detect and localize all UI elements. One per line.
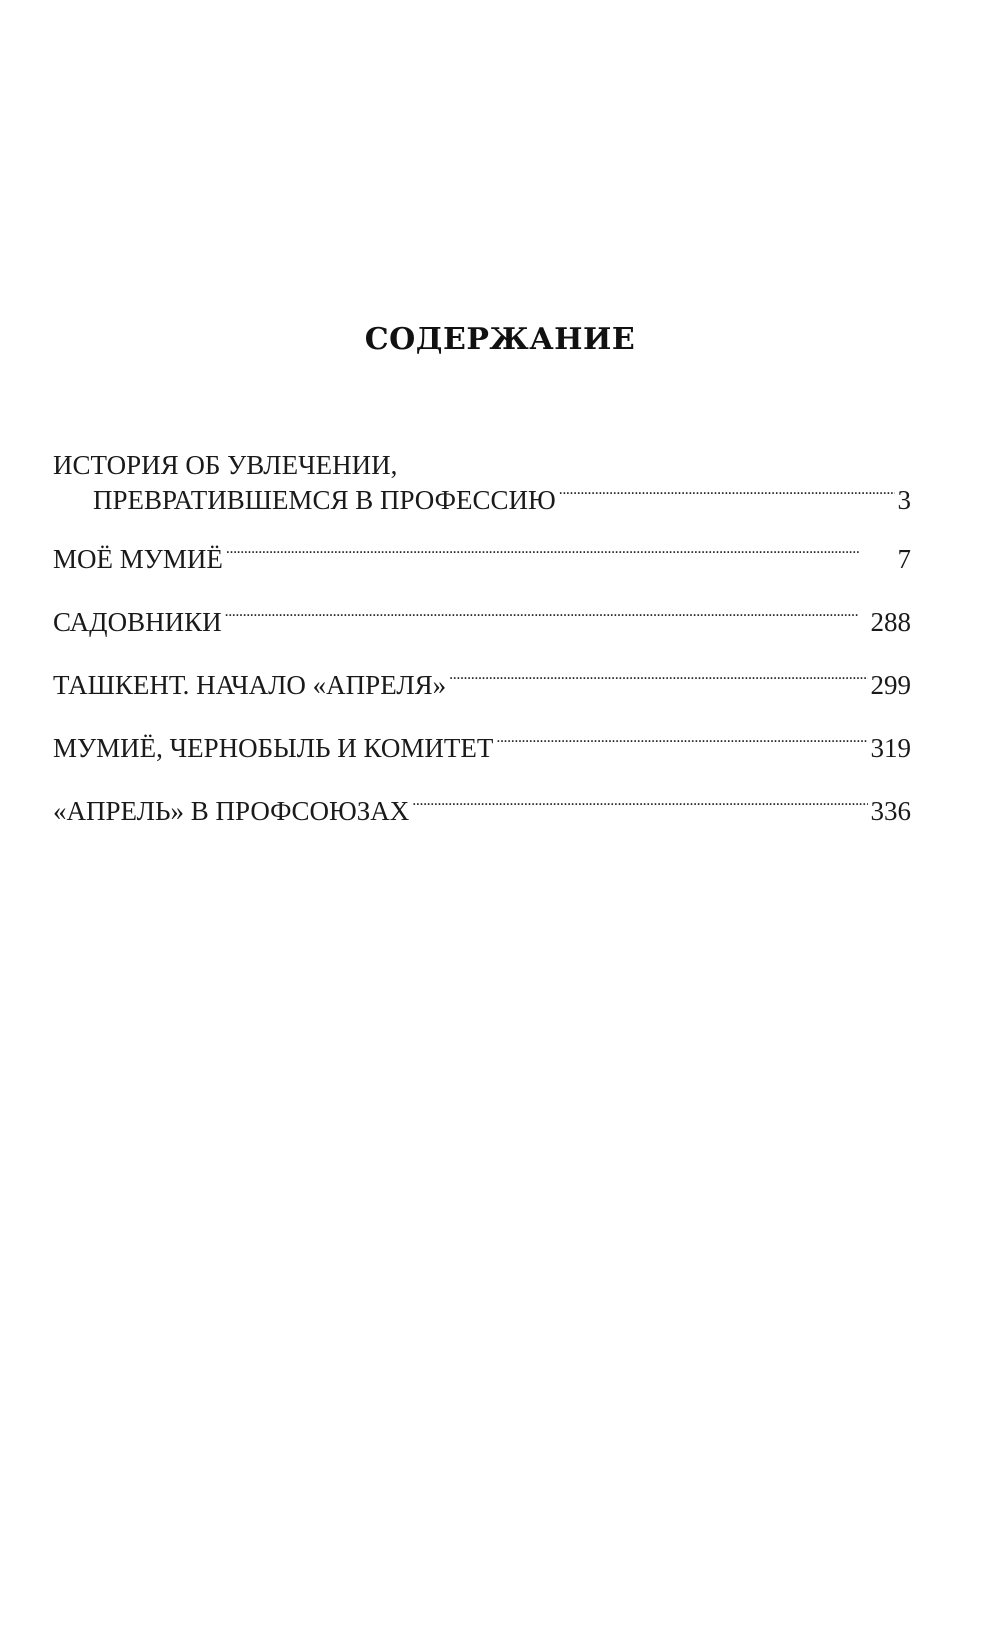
toc-entry-label: ПРЕВРАТИВШЕМСЯ В ПРОФЕССИЮ xyxy=(93,485,556,515)
toc-entry xyxy=(53,793,911,828)
dot-leader xyxy=(225,604,868,631)
dot-leader xyxy=(449,667,867,694)
toc-entry xyxy=(53,730,911,765)
toc-entry-page: 336 xyxy=(870,796,911,826)
dot-leader xyxy=(412,793,867,820)
toc-entry-label: ТАШКЕНТ. НАЧАЛО «АПРЕЛЯ» xyxy=(53,670,447,700)
toc-entry-label: «АПРЕЛЬ» В ПРОФСОЮЗАХ xyxy=(53,796,410,826)
toc-entry-page: 299 xyxy=(870,670,911,700)
toc-entry-page: 7 xyxy=(897,544,911,574)
toc-entry-page: 319 xyxy=(870,733,911,763)
toc-entry xyxy=(53,541,911,576)
toc-entry-page: 288 xyxy=(870,607,911,637)
dot-leader xyxy=(496,730,867,757)
toc-entry xyxy=(53,667,911,702)
toc-entry-line xyxy=(53,604,911,639)
toc-entry-page: 3 xyxy=(897,485,911,515)
table-of-contents xyxy=(53,448,911,856)
toc-entry-label: МОЁ МУМИЁ xyxy=(53,544,223,574)
toc-entry-line xyxy=(53,667,911,702)
toc-entry-label: МУМИЁ, ЧЕРНОБЫЛЬ И КОМИТЕТ xyxy=(53,733,494,763)
dot-leader xyxy=(226,541,895,568)
toc-entry-line xyxy=(53,793,911,828)
toc-entry-line xyxy=(53,482,911,517)
toc-title: СОДЕРЖАНИЕ xyxy=(364,322,636,357)
toc-entry-label-line1: ИСТОРИЯ ОБ УВЛЕЧЕНИИ, xyxy=(53,450,398,480)
dot-leader xyxy=(559,482,895,509)
toc-entry-line xyxy=(53,541,911,576)
toc-entry-line xyxy=(53,730,911,765)
toc-entry-label: САДОВНИКИ xyxy=(53,607,222,637)
toc-entry xyxy=(53,448,911,517)
toc-entry xyxy=(53,604,911,639)
